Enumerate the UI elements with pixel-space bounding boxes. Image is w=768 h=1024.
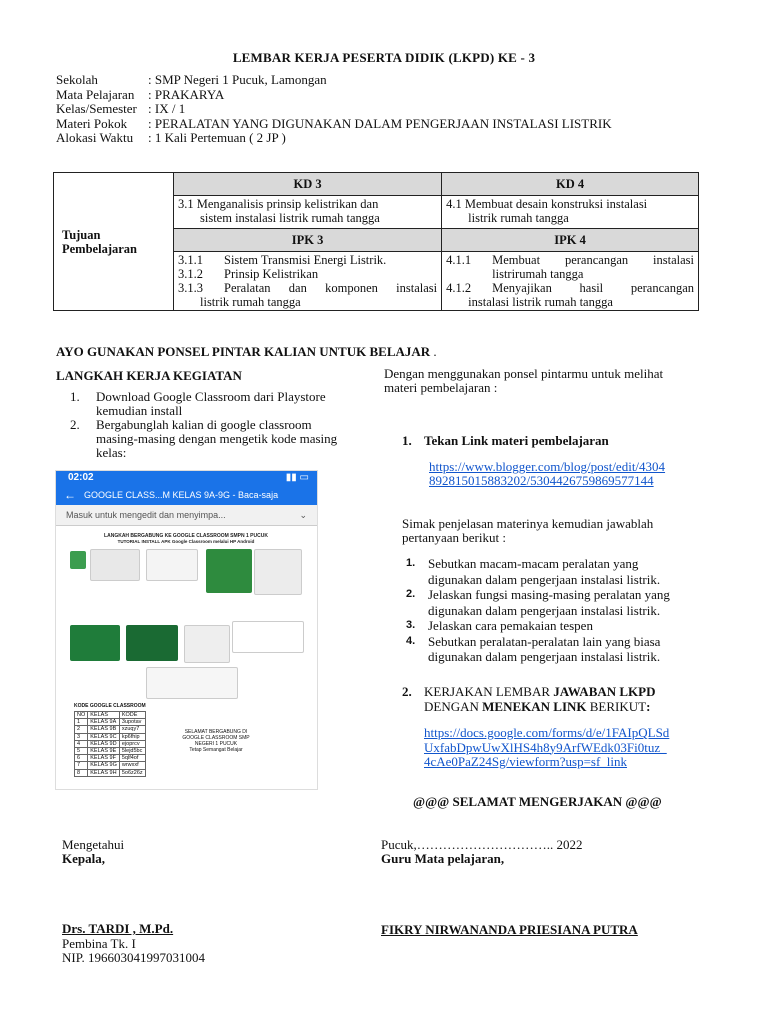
- info-key: Alokasi Waktu: [56, 130, 134, 145]
- step2-text: DENGAN: [424, 699, 479, 714]
- welcome-note: [176, 729, 256, 753]
- table-row: [75, 733, 146, 740]
- phone-status-bar: [56, 471, 317, 485]
- identity-block: [56, 73, 612, 146]
- classroom-screenshot: [55, 470, 318, 790]
- ipk3-text: Prinsip Kelistrikan: [224, 267, 319, 281]
- phone-edit-bar: [56, 505, 317, 526]
- step1-label: Tekan Link materi pembelajaran: [424, 433, 609, 448]
- tujuan-label: Tujuan Pembelajaran: [54, 173, 174, 311]
- back-arrow-icon: ←: [64, 488, 76, 502]
- ipk3-num: 3.1.3: [178, 281, 203, 295]
- question-line: digunakan dalam pengerjaan instalasi listrik.: [428, 571, 661, 587]
- ipk4-text: Membuat perancangan instalasi: [492, 253, 694, 267]
- tutorial-doc: [66, 533, 306, 544]
- ayo-heading: [56, 344, 437, 360]
- info-key: Mata Pelajaran: [56, 86, 135, 102]
- step2-text-bold: MENEKAN LINK: [482, 699, 587, 714]
- info-row-sekolah: [56, 73, 612, 88]
- principal-name-block: [62, 922, 205, 966]
- kd4-text-cont: listrik rumah tangga: [468, 211, 569, 225]
- chevron-down-icon: ⌄: [299, 509, 307, 520]
- simak-text: [402, 517, 653, 545]
- kd4-text: 4.1 Membuat desain konstruksi instalasi: [446, 197, 648, 211]
- info-value: : SMP Negeri 1 Pucuk, Lamongan: [148, 72, 327, 87]
- question-num: 1.: [406, 557, 416, 569]
- list-item: [70, 418, 370, 460]
- step-text: [96, 390, 326, 418]
- ipk4-text: Menyajikan hasil perancangan: [492, 281, 694, 295]
- sig-role: Kepala,: [62, 851, 105, 866]
- kd4-cell: [442, 196, 699, 229]
- question-line: Sebutkan peralatan-peralatan lain yang biasa: [428, 633, 661, 649]
- materi-link-line[interactable]: https://www.blogger.com/blog/post/edit/4304: [429, 459, 666, 474]
- ipk4-cell: [442, 252, 699, 311]
- ipk4-item: [446, 281, 694, 295]
- ipk4-num: 4.1.1: [446, 253, 472, 267]
- list-item: [406, 587, 670, 618]
- teacher-signature: [381, 838, 583, 866]
- table-row: [75, 740, 146, 747]
- ayo-dot: .: [433, 344, 437, 359]
- simak-line: pertanyaan berikut :: [402, 530, 506, 545]
- list-item: [406, 556, 670, 587]
- step1-heading: [402, 433, 609, 449]
- ipk4-header: IPK 4: [442, 229, 699, 252]
- phone-time: 02:02: [68, 472, 94, 483]
- table-cell: 5o6z26z: [119, 769, 145, 776]
- table-cell: 4: [75, 740, 88, 747]
- table-cell: KELAS 9H: [88, 769, 120, 776]
- table-row: [75, 726, 146, 733]
- principal-nip: NIP. 196603041997031004: [62, 950, 206, 965]
- table-cell: KELAS 9F: [88, 755, 120, 762]
- question-list: [406, 556, 670, 665]
- materi-link[interactable]: [429, 460, 665, 488]
- question-line: Sebutkan macam-macam peralatan yang: [428, 556, 639, 571]
- info-row-mapel: [56, 88, 612, 103]
- ipk3-text: Peralatan dan komponen instalasi: [224, 281, 438, 295]
- info-row-materi: [56, 117, 612, 132]
- info-value: : PRAKARYA: [148, 86, 225, 102]
- lkpd-link-line[interactable]: https://docs.google.com/forms/d/e/1FAIpQLSd: [424, 725, 670, 740]
- table-cell: 1: [75, 719, 88, 726]
- table-cell: 6: [75, 755, 88, 762]
- step2-num: 2.: [402, 684, 412, 699]
- step-line: kelas:: [96, 445, 127, 460]
- principal-name: Drs. TARDI , M.Pd.: [62, 921, 174, 936]
- step2-text: BERIKUT: [589, 699, 647, 714]
- info-key: Sekolah: [56, 72, 98, 87]
- step2-text-bold: JAWABAN LKPD: [553, 684, 656, 699]
- table-row: [75, 748, 146, 755]
- table-cell: KELAS 9D: [88, 740, 120, 747]
- ipk3-num: 3.1.2: [178, 267, 203, 281]
- classroom-icon: [206, 549, 252, 593]
- kode-heading: KODE GOOGLE CLASSROOM: [74, 703, 146, 709]
- table-cell: KODE: [119, 712, 145, 719]
- step2-colon: :: [646, 699, 651, 714]
- table-cell: 5lejd5bc: [119, 748, 145, 755]
- teacher-name: FIKRY NIRWANANDA PRIESIANA PUTRA: [381, 922, 638, 937]
- principal-rank: Pembina Tk. I: [62, 935, 136, 951]
- step-line: kemudian install: [96, 403, 183, 418]
- step-num: 1.: [70, 389, 80, 404]
- table-cell: 3: [75, 733, 88, 740]
- table-cell: kp6fhip: [119, 733, 145, 740]
- ipk4-item: [446, 267, 694, 281]
- info-row-kelas: [56, 102, 612, 117]
- table-cell: KELAS: [88, 712, 120, 719]
- kd3-text: 3.1 Menganalisis prinsip kelistrikan dan: [178, 197, 379, 211]
- ayo-text: AYO GUNAKAN PONSEL PINTAR KALIAN UNTUK BELAJAR: [56, 344, 431, 359]
- doc-subtitle: TUTORIAL INSTALL APK Google Classroom melalui HP Android: [117, 539, 255, 544]
- ipk4-item: [446, 253, 694, 267]
- table-cell: 8: [75, 769, 88, 776]
- ipk3-text: Sistem Transmisi Energi Listrik.: [224, 253, 387, 267]
- ipk4-text-cont: instalasi listrik rumah tangga: [468, 295, 613, 309]
- info-key: Materi Pokok: [56, 115, 128, 131]
- table-cell: KELAS 9C: [88, 733, 120, 740]
- table-cell: 2: [75, 726, 88, 733]
- ipk3-item: [178, 267, 437, 281]
- closing-text: @@@ SELAMAT MENGERJAKAN @@@: [413, 794, 662, 809]
- kd3-header: KD 3: [174, 173, 442, 196]
- table-row: [75, 755, 146, 762]
- intro-line: materi pembelajaran :: [384, 380, 498, 395]
- right-intro: [384, 367, 663, 395]
- table-cell: KELAS 9B: [88, 726, 120, 733]
- intro-line: Dengan menggunakan ponsel pintarmu untuk melihat: [384, 366, 664, 381]
- simak-line: Simak penjelasan materinya kemudian jawablah: [402, 516, 654, 531]
- step-line: Bergabunglah kalian di google classroom: [96, 417, 312, 432]
- list-item: [406, 618, 670, 634]
- question-line: Jelaskan cara pemakaian tespen: [428, 618, 593, 633]
- welcome-subtext: Tetap Semangat Belajar: [189, 747, 243, 753]
- tutorial-thumb: [90, 549, 140, 581]
- step-line: masing-masing dengan mengetik kode masing: [96, 431, 338, 446]
- list-item: [406, 634, 670, 665]
- table-row: [75, 769, 146, 776]
- question-line: Jelaskan fungsi masing-masing peralatan yang: [428, 587, 670, 602]
- lkpd-link-line[interactable]: 4cAe0PaZ24Sg/viewform?usp=sf_link: [424, 754, 628, 769]
- question-num: 2.: [406, 588, 416, 600]
- sig-label: Mengetahui: [62, 837, 125, 852]
- table-cell: KELAS 9G: [88, 762, 120, 769]
- langkah-steps: [70, 390, 370, 460]
- ipk4-num: [446, 267, 492, 281]
- ipk3-cell: [174, 252, 442, 311]
- ipk3-item: [178, 281, 437, 295]
- table-row: [75, 762, 146, 769]
- question-num: 3.: [406, 619, 416, 631]
- kd3-cell: [174, 196, 442, 229]
- doc-title: LANGKAH BERGABUNG KE GOOGLE CLASSROOM SMPN 1 PUCUK: [104, 533, 268, 539]
- table-cell: 5: [75, 748, 88, 755]
- welcome-text: SELAMAT BERGABUNG DI GOOGLE CLASSROOM SMP NEGERI 1 PUCUK: [182, 729, 250, 747]
- table-cell: xzuqy7: [119, 726, 145, 733]
- tutorial-thumb: [184, 625, 230, 663]
- step2-heading: [402, 684, 656, 714]
- list-item: [70, 390, 370, 418]
- phone-app-bar: [56, 485, 317, 505]
- step1-num: 1.: [402, 433, 412, 448]
- table-cell: KELAS 9A: [88, 719, 120, 726]
- info-row-waktu: [56, 131, 612, 146]
- page-title: LEMBAR KERJA PESERTA DIDIK (LKPD) KE - 3: [232, 50, 536, 65]
- table-row: [75, 719, 146, 726]
- ipk4-num: 4.1.2: [446, 281, 472, 295]
- phone-app-title: GOOGLE CLASS...M KELAS 9A-9G - Baca-saja: [84, 490, 279, 500]
- info-key: Kelas/Semester: [56, 101, 137, 116]
- question-line: digunakan dalam pengerjaan instalasi listrik.: [428, 649, 661, 664]
- table-cell: 3upotav: [119, 719, 145, 726]
- tutorial-thumb: [70, 625, 120, 661]
- kd3-text-cont: sistem instalasi listrik rumah tangga: [200, 211, 380, 225]
- kode-table: [74, 711, 146, 777]
- ipk3-num: 3.1.1: [178, 253, 203, 267]
- table-cell: 7: [75, 762, 88, 769]
- ipk4-text: listrirumah tangga: [492, 267, 584, 281]
- question-num: 4.: [406, 634, 416, 647]
- step-line: Download Google Classroom dari Playstore: [96, 389, 326, 404]
- tutorial-thumb: [126, 625, 178, 661]
- tutorial-thumb: [254, 549, 302, 595]
- tutorial-thumb: [232, 621, 304, 653]
- table-cell: ejoprcv: [119, 740, 145, 747]
- info-value: : PERALATAN YANG DIGUNAKAN DALAM PENGERJAAN INSTALASI LISTRIK: [148, 115, 612, 131]
- step-num: 2.: [70, 417, 80, 432]
- step2-text: KERJAKAN LEMBAR: [424, 684, 551, 699]
- step-text: [96, 418, 337, 460]
- table-cell: NO: [75, 712, 88, 719]
- tutorial-thumb: [146, 549, 198, 581]
- table-cell: KELAS 9E: [88, 748, 120, 755]
- ipk3-text-cont: listrik rumah tangga: [200, 295, 301, 309]
- info-value: : IX / 1: [148, 101, 186, 116]
- ipk3-item: [178, 253, 437, 267]
- learning-objectives-table: [53, 172, 699, 311]
- materi-link-line[interactable]: 892815015883202/5304426759869577144: [429, 473, 654, 488]
- lkpd-link-line[interactable]: UxfabDpwUwXlHS4h8y9ArfWEdk03Fi0tuz_: [424, 739, 667, 755]
- question-line: digunakan dalam pengerjaan instalasi listrik.: [428, 602, 661, 618]
- sig-role: Guru Mata pelajaran,: [381, 851, 505, 866]
- principal-signature: [62, 838, 124, 866]
- langkah-heading: LANGKAH KERJA KEGIATAN: [56, 368, 242, 383]
- playstore-icon: [70, 551, 86, 569]
- battery-icon: ▮▮ ▭: [285, 472, 309, 483]
- edit-hint: Masuk untuk mengedit dan menyimpa...: [66, 510, 226, 520]
- info-value: : 1 Kali Pertemuan ( 2 JP ): [148, 130, 286, 145]
- kd4-header: KD 4: [442, 173, 699, 196]
- table-header-row: [75, 712, 146, 719]
- tutorial-thumb: [146, 667, 238, 699]
- sig-place-date: Pucuk,………………………….. 2022: [381, 837, 583, 852]
- ipk3-header: IPK 3: [174, 229, 442, 252]
- table-cell: 5qlf4of: [119, 755, 145, 762]
- table-cell: wrwxxf: [119, 762, 145, 769]
- lkpd-link[interactable]: [424, 726, 669, 770]
